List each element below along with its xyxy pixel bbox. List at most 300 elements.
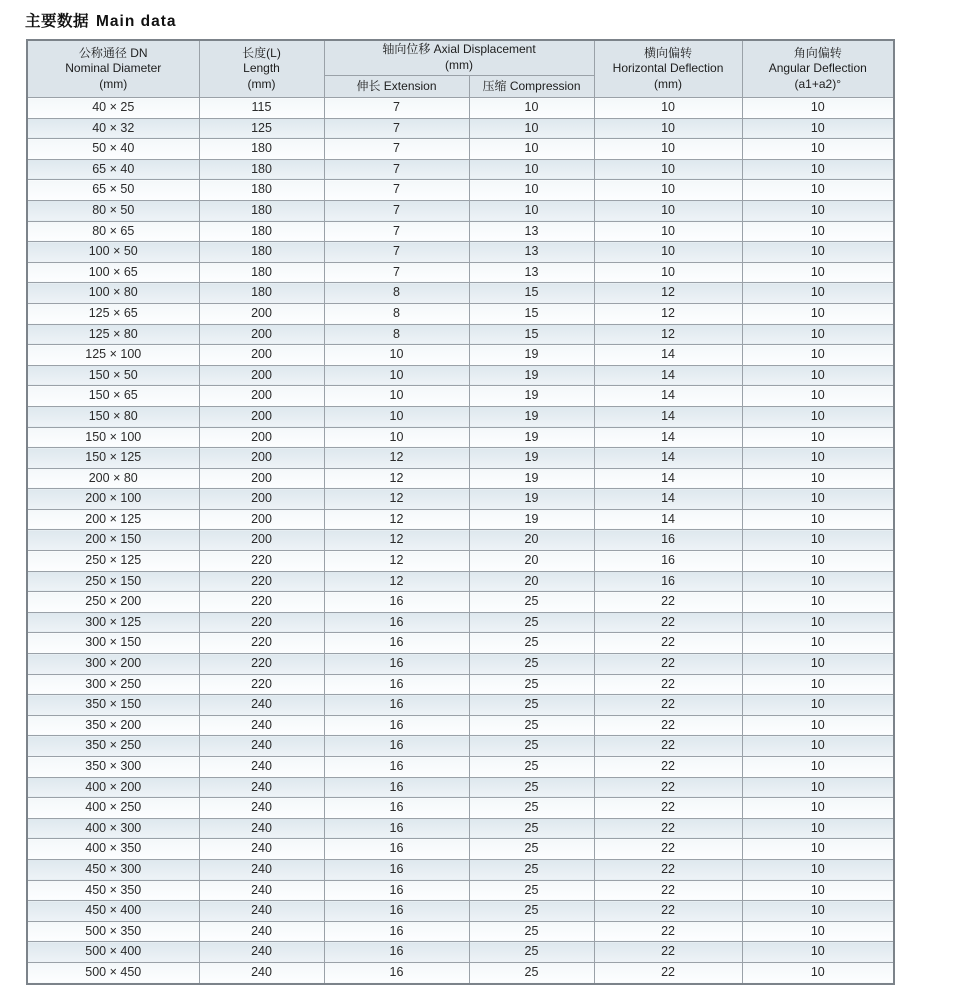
table-cell: 19: [469, 489, 594, 510]
table-cell: 10: [742, 159, 894, 180]
table-cell: 180: [199, 242, 324, 263]
table-cell: 240: [199, 695, 324, 716]
table-row: [27, 98, 894, 119]
table-cell: 10: [742, 859, 894, 880]
table-cell: 13: [469, 221, 594, 242]
table-cell: 8: [324, 324, 469, 345]
table-cell: 200 × 125: [27, 509, 199, 530]
table-cell: 200: [199, 303, 324, 324]
table-row: [27, 818, 894, 839]
table-cell: 150 × 65: [27, 386, 199, 407]
table-cell: 10: [324, 365, 469, 386]
table-cell: 8: [324, 303, 469, 324]
table-cell: 14: [594, 427, 742, 448]
table-cell: 240: [199, 757, 324, 778]
table-cell: 10: [324, 386, 469, 407]
table-row: [27, 509, 894, 530]
table-cell: 19: [469, 468, 594, 489]
table-cell: 10: [742, 839, 894, 860]
header-axial-label: 轴向位移 Axial Displacement: [382, 42, 536, 57]
table-cell: 10: [594, 118, 742, 139]
header-length: [199, 40, 324, 98]
table-cell: 200: [199, 448, 324, 469]
table-cell: 13: [469, 262, 594, 283]
table-cell: 16: [324, 633, 469, 654]
table-cell: 16: [324, 736, 469, 757]
table-cell: 125 × 100: [27, 345, 199, 366]
table-cell: 250 × 150: [27, 571, 199, 592]
table-cell: 7: [324, 200, 469, 221]
table-cell: 300 × 200: [27, 654, 199, 675]
table-cell: 25: [469, 880, 594, 901]
table-cell: 240: [199, 880, 324, 901]
table-cell: 16: [324, 901, 469, 922]
header-nominal-unit: (mm): [99, 76, 128, 91]
table-cell: 200: [199, 345, 324, 366]
table-cell: 240: [199, 921, 324, 942]
table-cell: 10: [742, 736, 894, 757]
table-cell: 16: [324, 839, 469, 860]
table-cell: 200 × 80: [27, 468, 199, 489]
table-row: [27, 427, 894, 448]
table-cell: 25: [469, 612, 594, 633]
table-cell: 240: [199, 962, 324, 983]
table-cell: 180: [199, 180, 324, 201]
header-length-en: Length: [243, 61, 280, 76]
table-cell: 12: [324, 571, 469, 592]
table-row: [27, 139, 894, 160]
table-cell: 10: [324, 345, 469, 366]
table-cell: 16: [594, 551, 742, 572]
table-cell: 220: [199, 592, 324, 613]
header-extension: 伸长 Extension: [324, 76, 469, 98]
header-nominal-en: Nominal Diameter: [65, 61, 162, 76]
table-cell: 10: [742, 468, 894, 489]
table-cell: 10: [742, 345, 894, 366]
table-cell: 240: [199, 901, 324, 922]
table-row: [27, 262, 894, 283]
table-cell: 12: [324, 448, 469, 469]
table-cell: 19: [469, 365, 594, 386]
table-cell: 500 × 450: [27, 962, 199, 983]
table-cell: 10: [742, 654, 894, 675]
table-cell: 12: [324, 530, 469, 551]
table-cell: 22: [594, 901, 742, 922]
table-cell: 200: [199, 468, 324, 489]
table-cell: 7: [324, 221, 469, 242]
table-cell: 19: [469, 448, 594, 469]
table-cell: 10: [742, 571, 894, 592]
table-cell: 200: [199, 386, 324, 407]
table-cell: 25: [469, 798, 594, 819]
table-cell: 22: [594, 612, 742, 633]
table-cell: 22: [594, 592, 742, 613]
table-cell: 10: [742, 674, 894, 695]
table-cell: 10: [742, 757, 894, 778]
table-cell: 25: [469, 674, 594, 695]
table-cell: 7: [324, 180, 469, 201]
table-cell: 22: [594, 962, 742, 983]
table-cell: 125 × 65: [27, 303, 199, 324]
page-title-zh: 主要数据: [25, 13, 90, 30]
table-cell: 10: [742, 921, 894, 942]
header-angular-unit: (a1+a2)°: [794, 76, 842, 91]
table-cell: 10: [742, 283, 894, 304]
table-row: [27, 654, 894, 675]
table-cell: 400 × 300: [27, 818, 199, 839]
table-cell: 25: [469, 633, 594, 654]
header-nominal-zh: 公称通径 DN: [78, 45, 148, 60]
table-cell: 19: [469, 345, 594, 366]
table-cell: 25: [469, 859, 594, 880]
table-row: [27, 221, 894, 242]
table-cell: 150 × 100: [27, 427, 199, 448]
header-axial-displacement-group: [324, 40, 594, 76]
table-cell: 500 × 350: [27, 921, 199, 942]
table-cell: 80 × 50: [27, 200, 199, 221]
table-cell: 16: [324, 880, 469, 901]
table-row: [27, 489, 894, 510]
table-cell: 22: [594, 880, 742, 901]
table-cell: 12: [324, 468, 469, 489]
table-cell: 25: [469, 839, 594, 860]
header-row-main: [27, 40, 894, 76]
table-cell: 10: [742, 262, 894, 283]
table-cell: 12: [324, 551, 469, 572]
table-cell: 10: [594, 98, 742, 119]
table-cell: 180: [199, 283, 324, 304]
table-cell: 10: [469, 180, 594, 201]
table-row: [27, 283, 894, 304]
table-row: [27, 530, 894, 551]
table-cell: 10: [742, 489, 894, 510]
table-cell: 14: [594, 365, 742, 386]
table-cell: 15: [469, 283, 594, 304]
table-cell: 25: [469, 942, 594, 963]
table-cell: 400 × 250: [27, 798, 199, 819]
table-cell: 10: [742, 406, 894, 427]
table-cell: 22: [594, 715, 742, 736]
table-cell: 300 × 250: [27, 674, 199, 695]
table-cell: 240: [199, 715, 324, 736]
table-cell: 200 × 150: [27, 530, 199, 551]
table-row: [27, 571, 894, 592]
table-cell: 10: [742, 180, 894, 201]
table-cell: 22: [594, 757, 742, 778]
table-row: [27, 859, 894, 880]
table-cell: 16: [594, 571, 742, 592]
table-cell: 14: [594, 406, 742, 427]
header-horizontal-deflection: [594, 40, 742, 98]
table-cell: 10: [742, 818, 894, 839]
table-cell: 10: [742, 386, 894, 407]
table-row: [27, 345, 894, 366]
table-cell: 15: [469, 303, 594, 324]
table-cell: 10: [742, 303, 894, 324]
header-angular-deflection: [742, 40, 894, 98]
table-cell: 115: [199, 98, 324, 119]
table-cell: 12: [324, 489, 469, 510]
table-cell: 22: [594, 736, 742, 757]
table-cell: 12: [594, 283, 742, 304]
header-horizontal-en: Horizontal Deflection: [612, 61, 724, 76]
table-cell: 10: [742, 427, 894, 448]
table-cell: 240: [199, 839, 324, 860]
table-cell: 10: [742, 324, 894, 345]
table-cell: 16: [324, 942, 469, 963]
table-row: [27, 901, 894, 922]
table-cell: 10: [742, 962, 894, 983]
table-cell: 10: [742, 633, 894, 654]
table-cell: 19: [469, 406, 594, 427]
table-row: [27, 612, 894, 633]
table-cell: 10: [742, 98, 894, 119]
table-cell: 20: [469, 530, 594, 551]
table-row: [27, 324, 894, 345]
table-cell: 100 × 65: [27, 262, 199, 283]
table-cell: 200: [199, 324, 324, 345]
table-cell: 10: [742, 592, 894, 613]
table-cell: 10: [742, 118, 894, 139]
table-cell: 10: [742, 880, 894, 901]
table-cell: 25: [469, 777, 594, 798]
table-cell: 200: [199, 509, 324, 530]
table-cell: 10: [469, 118, 594, 139]
table-cell: 10: [742, 221, 894, 242]
table-row: [27, 839, 894, 860]
table-cell: 22: [594, 921, 742, 942]
table-cell: 16: [324, 962, 469, 983]
table-row: [27, 551, 894, 572]
table-cell: 25: [469, 901, 594, 922]
table-cell: 14: [594, 509, 742, 530]
table-cell: 180: [199, 159, 324, 180]
table-row: [27, 200, 894, 221]
table-cell: 12: [594, 324, 742, 345]
table-row: [27, 448, 894, 469]
table-cell: 25: [469, 695, 594, 716]
table-cell: 7: [324, 242, 469, 263]
table-cell: 10: [742, 365, 894, 386]
header-length-zh: 长度(L): [242, 45, 281, 60]
table-cell: 14: [594, 448, 742, 469]
table-cell: 40 × 25: [27, 98, 199, 119]
table-cell: 22: [594, 654, 742, 675]
table-row: [27, 303, 894, 324]
table-cell: 7: [324, 98, 469, 119]
table-cell: 200 × 100: [27, 489, 199, 510]
table-cell: 100 × 80: [27, 283, 199, 304]
table-cell: 10: [594, 242, 742, 263]
table-cell: 180: [199, 200, 324, 221]
table-cell: 16: [324, 674, 469, 695]
table-cell: 20: [469, 551, 594, 572]
table-cell: 25: [469, 818, 594, 839]
table-row: [27, 695, 894, 716]
header-horizontal-unit: (mm): [654, 76, 682, 91]
header-angular-zh: 角向偏转: [793, 45, 842, 60]
table-cell: 10: [742, 551, 894, 572]
table-cell: 19: [469, 427, 594, 448]
table-cell: 10: [594, 180, 742, 201]
table-row: [27, 736, 894, 757]
table-cell: 16: [324, 592, 469, 613]
table-cell: 25: [469, 654, 594, 675]
table-cell: 10: [742, 715, 894, 736]
table-cell: 240: [199, 818, 324, 839]
table-cell: 125 × 80: [27, 324, 199, 345]
table-row: [27, 962, 894, 983]
table-cell: 10: [324, 427, 469, 448]
table-cell: 200: [199, 489, 324, 510]
table-cell: 150 × 80: [27, 406, 199, 427]
table-row: [27, 406, 894, 427]
table-cell: 16: [324, 798, 469, 819]
table-cell: 450 × 400: [27, 901, 199, 922]
table-cell: 220: [199, 633, 324, 654]
main-data-table: [26, 39, 895, 985]
table-cell: 40 × 32: [27, 118, 199, 139]
table-cell: 16: [324, 859, 469, 880]
table-cell: 22: [594, 818, 742, 839]
table-cell: 200: [199, 406, 324, 427]
table-cell: 10: [742, 798, 894, 819]
table-row: [27, 592, 894, 613]
table-cell: 220: [199, 674, 324, 695]
table-row: [27, 757, 894, 778]
table-cell: 10: [742, 448, 894, 469]
table-cell: 180: [199, 221, 324, 242]
header-length-unit: (mm): [247, 76, 276, 91]
table-cell: 7: [324, 262, 469, 283]
table-cell: 22: [594, 942, 742, 963]
table-cell: 200: [199, 427, 324, 448]
table-cell: 240: [199, 777, 324, 798]
table-row: [27, 180, 894, 201]
table-cell: 240: [199, 859, 324, 880]
table-cell: 10: [469, 98, 594, 119]
table-cell: 10: [742, 242, 894, 263]
table-cell: 16: [324, 654, 469, 675]
table-cell: 12: [594, 303, 742, 324]
header-axial-unit: (mm): [445, 58, 473, 72]
table-cell: 10: [742, 901, 894, 922]
table-cell: 80 × 65: [27, 221, 199, 242]
table-cell: 300 × 150: [27, 633, 199, 654]
table-cell: 16: [324, 695, 469, 716]
header-compression: 压缩 Compression: [469, 76, 594, 98]
table-row: [27, 386, 894, 407]
table-cell: 14: [594, 345, 742, 366]
table-cell: 125: [199, 118, 324, 139]
table-cell: 450 × 300: [27, 859, 199, 880]
table-row: [27, 942, 894, 963]
table-cell: 500 × 400: [27, 942, 199, 963]
table-cell: 20: [469, 571, 594, 592]
table-cell: 300 × 125: [27, 612, 199, 633]
table-cell: 220: [199, 571, 324, 592]
table-cell: 10: [742, 139, 894, 160]
table-cell: 50 × 40: [27, 139, 199, 160]
table-cell: 25: [469, 715, 594, 736]
table-cell: 25: [469, 592, 594, 613]
table-cell: 25: [469, 921, 594, 942]
table-row: [27, 921, 894, 942]
page-title: [0, 0, 977, 31]
header-angular-en: Angular Deflection: [768, 61, 867, 76]
table-cell: 350 × 150: [27, 695, 199, 716]
table-cell: 22: [594, 839, 742, 860]
table-cell: 250 × 125: [27, 551, 199, 572]
table-cell: 7: [324, 118, 469, 139]
table-row: [27, 159, 894, 180]
table-cell: 220: [199, 551, 324, 572]
table-cell: 10: [469, 139, 594, 160]
table-cell: 19: [469, 509, 594, 530]
table-cell: 25: [469, 757, 594, 778]
table-header: [27, 40, 894, 98]
table-cell: 65 × 40: [27, 159, 199, 180]
table-cell: 65 × 50: [27, 180, 199, 201]
table-cell: 12: [324, 509, 469, 530]
table-cell: 350 × 250: [27, 736, 199, 757]
table-row: [27, 118, 894, 139]
table-cell: 22: [594, 777, 742, 798]
table-cell: 16: [324, 715, 469, 736]
table-cell: 13: [469, 242, 594, 263]
table-row: [27, 777, 894, 798]
table-cell: 180: [199, 262, 324, 283]
table-row: [27, 365, 894, 386]
table-cell: 10: [742, 612, 894, 633]
table-body: [27, 98, 894, 984]
header-nominal-diameter: [27, 40, 199, 98]
table-cell: 10: [742, 695, 894, 716]
table-cell: 22: [594, 674, 742, 695]
table-cell: 22: [594, 633, 742, 654]
table-cell: 16: [324, 757, 469, 778]
table-cell: 16: [324, 818, 469, 839]
table-cell: 14: [594, 468, 742, 489]
table-cell: 10: [594, 139, 742, 160]
table-cell: 10: [594, 159, 742, 180]
table-cell: 8: [324, 283, 469, 304]
table-cell: 10: [594, 262, 742, 283]
table-cell: 400 × 200: [27, 777, 199, 798]
table-cell: 10: [742, 200, 894, 221]
table-cell: 16: [594, 530, 742, 551]
table-row: [27, 468, 894, 489]
table-cell: 25: [469, 736, 594, 757]
table-cell: 14: [594, 489, 742, 510]
table-row: [27, 798, 894, 819]
table-cell: 7: [324, 139, 469, 160]
table-cell: 7: [324, 159, 469, 180]
table-cell: 16: [324, 777, 469, 798]
table-cell: 10: [324, 406, 469, 427]
table-cell: 25: [469, 962, 594, 983]
table-cell: 100 × 50: [27, 242, 199, 263]
table-cell: 200: [199, 530, 324, 551]
table-cell: 10: [742, 942, 894, 963]
table-cell: 180: [199, 139, 324, 160]
table-cell: 240: [199, 736, 324, 757]
table-cell: 15: [469, 324, 594, 345]
table-cell: 350 × 300: [27, 757, 199, 778]
table-row: [27, 880, 894, 901]
table-cell: 200: [199, 365, 324, 386]
table-cell: 10: [469, 200, 594, 221]
